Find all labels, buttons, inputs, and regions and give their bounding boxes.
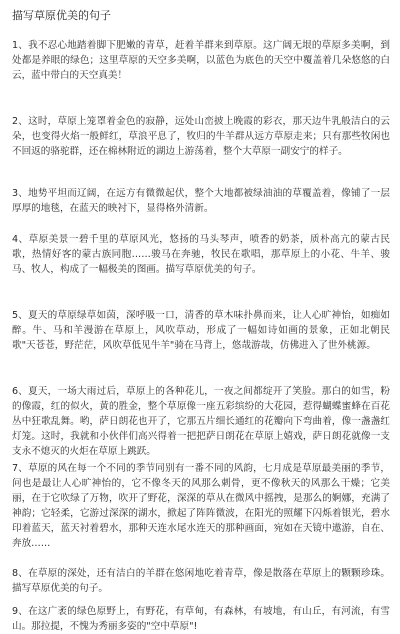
document-title: 描写草原优美的句子 <box>12 9 111 22</box>
paragraph-8: 8、在草原的深处，还有洁白的羊群在悠闲地吃着青草，像是散落在草原上的颗颗珍珠。描写草原优美的句子。 <box>12 568 390 594</box>
paragraph-3: 3、地势平坦而辽阔，在远方有微微起伏，整个大地都被绿油油的草覆盖着，像铺了一层厚厚的地毯，在蓝天的映衬下，显得格外清新。 <box>12 188 390 214</box>
paragraph-5: 5、夏天的草原绿草如茵，深呼吸一口，清香的草木味扑鼻而来，让人心旷神怡，如痴如醉。牛、马和羊漫游在草原上，风吹草动，形成了一幅如诗如画的景象，正如北朝民歌"天苍苍，野茫茫，风吹草低见牛羊"骑在马背上，悠哉游哉，仿佛进入了世外桃源。 <box>12 310 390 351</box>
paragraph-4: 4、草原美景一碧千里的草原风光，悠扬的马头琴声，喷香的奶茶，质朴高亢的蒙古民歌，热情好客的蒙古族同胞……骏马在奔驰，牧民在歌唱，那草原上的小花、牛羊、骏马、牧人，构成了一幅极美的图画。描写草原优美的句子。 <box>12 234 390 275</box>
paragraph-9: 9、在这广袤的绿色原野上，有野花，有草甸，有森林，有坡地，有山丘，有河流，有雪山。那拉提，不愧为秀丽多姿的"空中草原"! <box>12 606 390 632</box>
paragraph-6: 6、夏天，一场大雨过后，草原上的各种花儿，一夜之间都绽开了笑脸。那白的如雪，粉的像霞，红的似火，黄的胜金，整个草原像一座五彩缤纷的大花园，惹得蝴蝶蜜蜂在百花丛中狂歌乱舞。哟，萨日朗花也开了，它那五片细长通红的花瓣向下弯曲着，像一盏盏红灯笼。这时，我就和小伙伴们高兴得着一把把萨日朗花在草原上嬉戏，萨日朗花就像一支支永不熄灭的火炬在草原上跳跃。 <box>12 386 390 457</box>
paragraph-1: 1、我不忍心地踏着脚下肥嫩的青草，赶着羊群来到草原。这广阔无垠的草原多美啊，到处都是养眼的绿色；这里草原的天空多美啊，以蓝色为底色的天空中覆盖着几朵悠悠的白云，蓝中带白的天空真美！ <box>12 40 390 81</box>
paragraph-2: 2、这时，草原上笼罩着金色的寂静，远处山峦披上晚霞的彩衣，那天边牛乳般洁白的云朵，也变得火焰一般鲜红，草浪平息了，牧归的牛羊群从远方草原走来；只有那些牧闲也不回返的骆驼群，还在棉林附近的湖边上游荡着，整个大草原一副安宁的样子。 <box>12 116 390 157</box>
paragraph-7: 7、草原的风在每一个不同的季节同别有一番不同的风韵，七月成是草原最美丽的季节，问也是最让人心旷神怡的，它不像冬天的风那么刺骨，更不像秋天的风那么干燥；它美丽，在于它吹绿了万物，吹开了野花，深深的草从在微风中摇拽，是那么的婀娜，充满了神韵；它轻柔，它游过深深的湖水，掀起了阵阵微波，在阳光的照耀下闪烁着银光，碧水印着蓝天，蓝天衬着碧水，那种天连水尾水连天的那种画面，宛如在天镜中遨游，自在、奔放…… <box>12 463 390 549</box>
